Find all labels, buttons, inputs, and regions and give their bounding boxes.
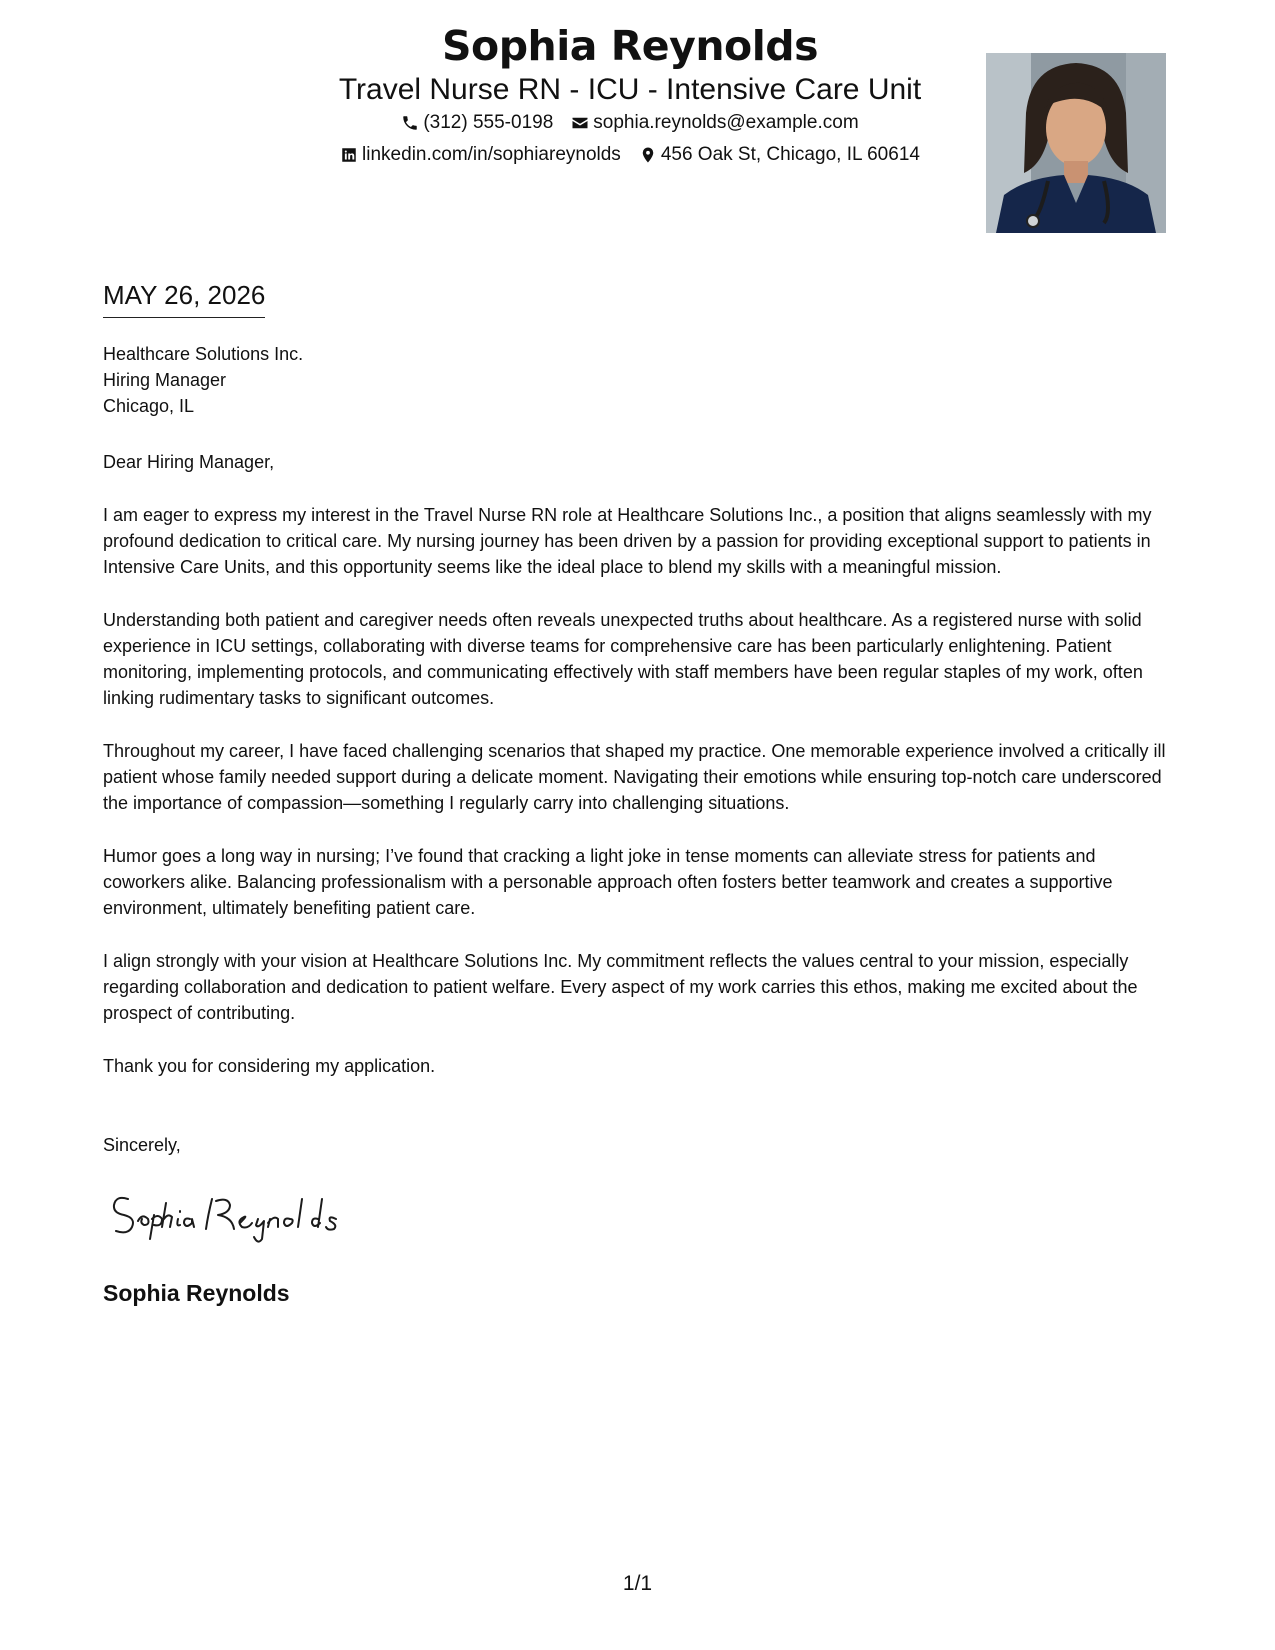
recipient-company: Healthcare Solutions Inc. <box>103 344 304 364</box>
paragraph: Humor goes a long way in nursing; I’ve found that cracking a light joke in tense moments can alleviate stress for patients and coworkers alike. Balancing professionalism with a personable approach often fosters better teamwork and creates a supportive environment, ultimately benefiting patient care. <box>103 846 1113 918</box>
closing: Sincerely, <box>103 1135 181 1155</box>
greeting: Dear Hiring Manager, <box>103 452 275 472</box>
signer-name: Sophia Reynolds <box>103 1280 290 1306</box>
handwritten-signature <box>108 1185 348 1250</box>
page-number: 1/1 <box>622 1572 653 1595</box>
paragraph: I align strongly with your vision at Healthcare Solutions Inc. My commitment reflects the values central to your mission, especially regarding collaboration and dedication to patient welfare. Every aspect of my work carries this ethos, making me excited about the prospect of contributing. <box>103 951 1138 1023</box>
applicant-name: Sophia Reynolds <box>442 22 818 70</box>
linkedin-icon <box>340 146 358 164</box>
letter-date: MAY 26, 2026 <box>103 280 265 318</box>
profile-photo <box>986 53 1166 233</box>
signature-image <box>108 1185 348 1245</box>
linkedin-text[interactable]: linkedin.com/in/sophiareynolds <box>362 144 621 165</box>
nurse-portrait-image <box>986 53 1166 233</box>
phone-contact <box>401 112 553 134</box>
map-pin-icon <box>639 146 657 164</box>
address-text: 456 Oak St, Chicago, IL 60614 <box>660 144 920 165</box>
linkedin-contact[interactable] <box>340 144 621 166</box>
letter-body <box>103 449 1175 1106</box>
email-text[interactable]: sophia.reynolds@example.com <box>593 112 859 133</box>
paragraph: Understanding both patient and caregiver needs often reveals unexpected truths about healthcare. As a registered nurse with solid experience in ICU settings, collaborating with diverse teams for comprehensive care has been particularly enlightening. Patient monitoring, implementing protocols, and communicating effectively with staff members have been regular staples of my work, often linking rudimentary tasks to significant outcomes. <box>103 610 1143 708</box>
phone-icon <box>401 114 419 132</box>
envelope-icon <box>571 114 589 132</box>
recipient-block <box>103 341 303 419</box>
recipient-location: Chicago, IL <box>103 396 195 416</box>
paragraph: Throughout my career, I have faced challenging scenarios that shaped my practice. One memorable experience involved a critically ill patient whose family needed support during a delicate moment. Navigating their emotions while ensuring top-notch care underscored the importance of compassion—something I regularly carry into challenging situations. <box>103 741 1166 813</box>
applicant-title: Travel Nurse RN - ICU - Intensive Care Unit <box>338 73 922 106</box>
phone-text: (312) 555-0198 <box>423 112 554 133</box>
email-contact[interactable] <box>571 112 858 134</box>
letter-date-block <box>103 280 265 318</box>
recipient-role: Hiring Manager <box>103 370 227 390</box>
paragraph: I am eager to express my interest in the Travel Nurse RN role at Healthcare Solutions Inc., a position that aligns seamlessly with my profound dedication to critical care. My nursing journey has been driven by a passion for providing exceptional support to patients in Intensive Care Units, and this opportunity seems like the ideal place to blend my skills with a meaningful mission. <box>103 505 1152 577</box>
address-contact <box>639 144 920 166</box>
paragraph: Thank you for considering my application. <box>103 1056 436 1076</box>
